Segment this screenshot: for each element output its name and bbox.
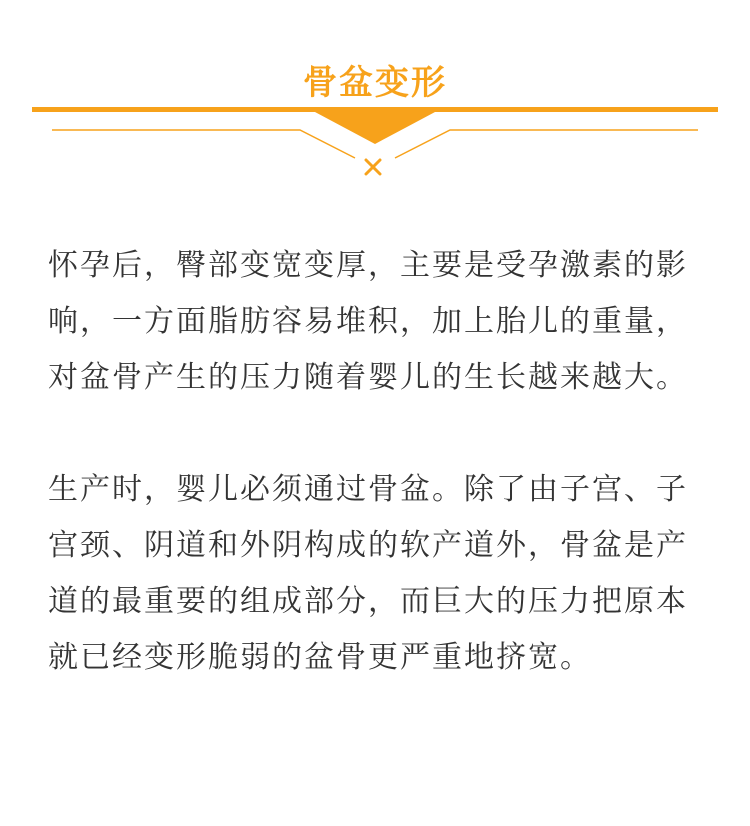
article-body <box>48 238 708 742</box>
divider-triangle <box>315 112 435 144</box>
section-header <box>0 0 750 190</box>
cross-icon <box>366 160 380 174</box>
paragraph: 怀孕后，臀部变宽变厚，主要是受孕激素的影响，一方面脂肪容易堆积，加上胎儿的重量，对盆骨产生的压力随着婴儿的生长越来越大。 <box>48 248 688 395</box>
divider-bar <box>32 107 718 112</box>
divider-right-line <box>395 130 698 158</box>
section-title: 骨盆变形 <box>303 63 447 103</box>
paragraph: 生产时，婴儿必须通过骨盆。除了由子宫、子宫颈、阴道和外阴构成的软产道外，骨盆是产道的最重要的组成部分，而巨大的压力把原本就已经变形脆弱的盆骨更严重地挤宽。 <box>48 472 688 675</box>
divider-left-line <box>52 130 355 158</box>
title-divider <box>0 100 750 180</box>
